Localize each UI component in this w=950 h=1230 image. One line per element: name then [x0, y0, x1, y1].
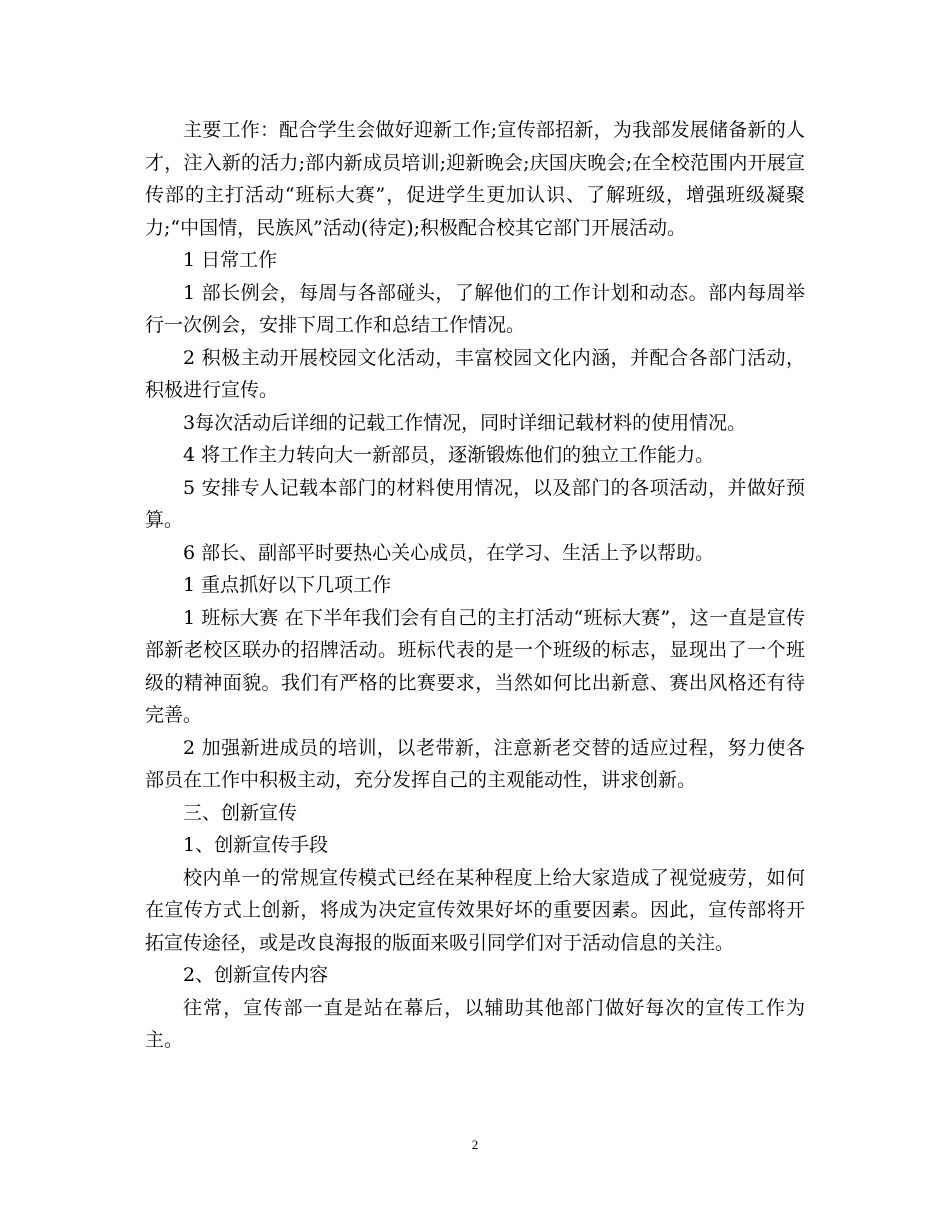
paragraph-item-class-logo-contest: 1 班标大赛 在下半年我们会有自己的主打活动“班标大赛”，这一直是宣传部新老校区联办的招牌活动。班标代表的是一个班级的标志，显现出了一个班级的精神面貌。我们有严格的比赛要求，当然如何比出新意、赛出风格还有待完善。 [145, 606, 805, 726]
paragraph-heading-key-work: 1 重点抓好以下几项工作 [183, 574, 392, 596]
paragraph-main-work: 主要工作：配合学生会做好迎新工作;宣传部招新，为我部发展储备新的人才，注入新的活力;部内新成员培训;迎新晚会;庆国庆晚会;在全校范围内开展宣传部的主打活动“班标大赛”，促进学生更加认识、了解班级，增强班级凝聚力;“中国情，民族风”活动(待定);积极配合校其它部门开展活动。 [145, 119, 805, 239]
paragraph-item-new-members: 4 将工作主力转向大一新部员，逐渐锻炼他们的独立工作能力。 [183, 444, 715, 466]
paragraph-heading-daily-work: 1 日常工作 [183, 249, 278, 271]
paragraph-item-minister-meeting: 1 部长例会，每周与各部碰头，了解他们的工作计划和动态。部内每周举行一次例会，安排下周工作和总结工作情况。 [145, 281, 805, 336]
paragraph-item-materials-budget: 5 安排专人记载本部门的材料使用情况，以及部门的各项活动，并做好预算。 [145, 476, 805, 531]
page-number: 2 [471, 1137, 479, 1152]
paragraph-item-campus-culture: 2 积极主动开展校园文化活动，丰富校园文化内涵，并配合各部门活动，积极进行宣传。 [145, 346, 805, 401]
paragraph-content-body: 往常，宣传部一直是站在幕后，以辅助其他部门做好每次的宣传工作为主。 [145, 996, 805, 1051]
paragraph-subheading-content: 2、创新宣传内容 [183, 964, 329, 986]
paragraph-item-member-care: 6 部长、副部平时要热心关心成员，在学习、生活上予以帮助。 [183, 541, 715, 564]
paragraph-methods-body: 校内单一的常规宣传模式已经在某种程度上给大家造成了视觉疲劳，如何在宣传方式上创新，将成为决定宣传效果好坏的重要因素。因此，宣传部将开拓宣传途径，或是改良海报的版面来吸引同学们对于活动信息的关注。 [145, 866, 805, 954]
paragraph-subheading-methods: 1、创新宣传手段 [183, 834, 329, 856]
paragraph-item-activity-records: 3每次活动后详细的记载工作情况，同时详细记载材料的使用情况。 [183, 411, 747, 434]
paragraph-item-member-training: 2 加强新进成员的培训，以老带新，注意新老交替的适应过程，努力使各部员在工作中积极主动，充分发挥自己的主观能动性，讲求创新。 [145, 736, 805, 791]
paragraph-heading-innovation: 三、创新宣传 [183, 801, 298, 824]
document-body [145, 114, 805, 1057]
